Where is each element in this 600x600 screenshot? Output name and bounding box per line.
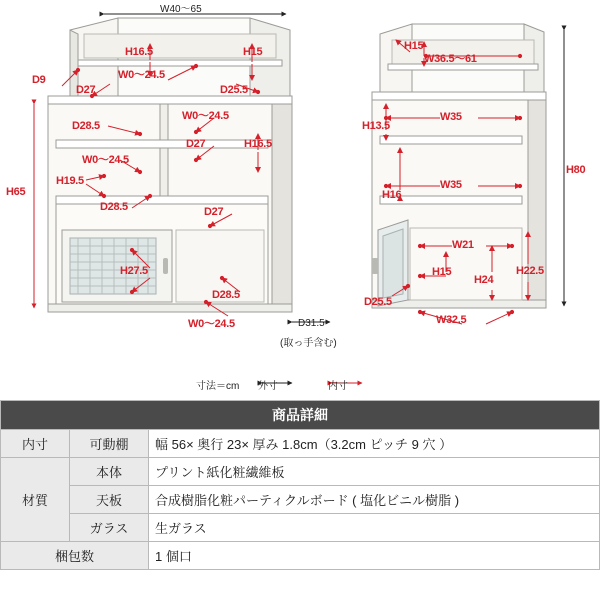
row-value-tenban: 合成樹脂化粧パーティクルボード ( 塩化ビニル樹脂 ) [149, 486, 600, 514]
scale-outer-note: 外寸 [258, 381, 278, 392]
dim-w0-24-5-d: W0〜24.5 [188, 318, 235, 330]
dim-top-width: W40〜65 [160, 4, 202, 15]
dim-d31-5-note: (取っ手含む) [280, 338, 337, 349]
row-value-kadotana: 幅 56× 奥行 23× 厚み 1.8cm（3.2cm ピッチ 9 穴 ） [149, 430, 600, 458]
table-row [1, 542, 600, 570]
row-value-garasu: 生ガラス [149, 514, 600, 542]
dim-h19-5: H19.5 [56, 175, 84, 187]
dim-side-h80: H80 [566, 164, 586, 176]
dim-side-h16: H16 [382, 189, 402, 201]
dim-d27-a: D27 [76, 84, 96, 96]
row-sublabel-tenban: 天板 [70, 486, 149, 514]
dim-side-h22-5: H22.5 [516, 265, 544, 277]
dim-h15-top: H15 [243, 46, 263, 58]
dim-side-w21: W21 [452, 239, 474, 251]
table-title: 商品詳細 [1, 401, 600, 430]
dim-d9: D9 [32, 74, 46, 86]
scale-unit-note: 寸法＝cm [196, 381, 240, 392]
dim-d25-5: D25.5 [220, 84, 248, 96]
dim-d28-5-b: D28.5 [100, 201, 128, 213]
table-row [1, 458, 600, 486]
dim-side-w32-5: W32.5 [436, 314, 467, 326]
table-row [1, 486, 600, 514]
dim-d27-b: D27 [186, 138, 206, 150]
dim-w0-24-5-b: W0〜24.5 [182, 110, 229, 122]
dim-side-h15b: H15 [432, 266, 452, 278]
row-label-konpousuu: 梱包数 [1, 542, 149, 570]
dim-side-w36-5-61: W36.5〜61 [424, 53, 477, 65]
row-label-zaishitsu: 材質 [1, 458, 70, 542]
table-header-row [1, 401, 600, 430]
row-value-hontai: プリント紙化粧繊維板 [149, 458, 600, 486]
row-sublabel-garasu: ガラス [70, 514, 149, 542]
dim-d28-5-a: D28.5 [72, 120, 100, 132]
dim-side-w35-b: W35 [440, 179, 462, 191]
dim-side-w35-a: W35 [440, 111, 462, 123]
row-sublabel-hontai: 本体 [70, 458, 149, 486]
row-label-naisun: 内寸 [1, 430, 70, 458]
dim-side-d25-5: D25.5 [364, 296, 392, 308]
scale-inner-note: 内寸 [328, 381, 348, 392]
dim-w0-24-5-a: W0〜24.5 [118, 69, 165, 81]
dim-d31-5: D31.5 [298, 318, 325, 329]
dim-h65: H65 [6, 186, 26, 198]
table-row [1, 514, 600, 542]
dim-side-h15: H15 [404, 40, 424, 52]
dim-side-h24: H24 [474, 274, 494, 286]
dim-h16-5-b: H16.5 [244, 138, 272, 150]
product-detail-table [0, 400, 600, 570]
dim-w0-24-5-c: W0〜24.5 [82, 154, 129, 166]
row-value-konpousuu: 1 個口 [149, 542, 600, 570]
row-sublabel-kadotana: 可動棚 [70, 430, 149, 458]
table-row [1, 430, 600, 458]
dim-h27-5: H27.5 [120, 265, 148, 277]
dim-d28-5-c: D28.5 [212, 289, 240, 301]
dim-side-h13-5: H13.5 [362, 120, 390, 132]
dim-h16-5-top: H16.5 [125, 46, 153, 58]
dim-d27-c: D27 [204, 206, 224, 218]
